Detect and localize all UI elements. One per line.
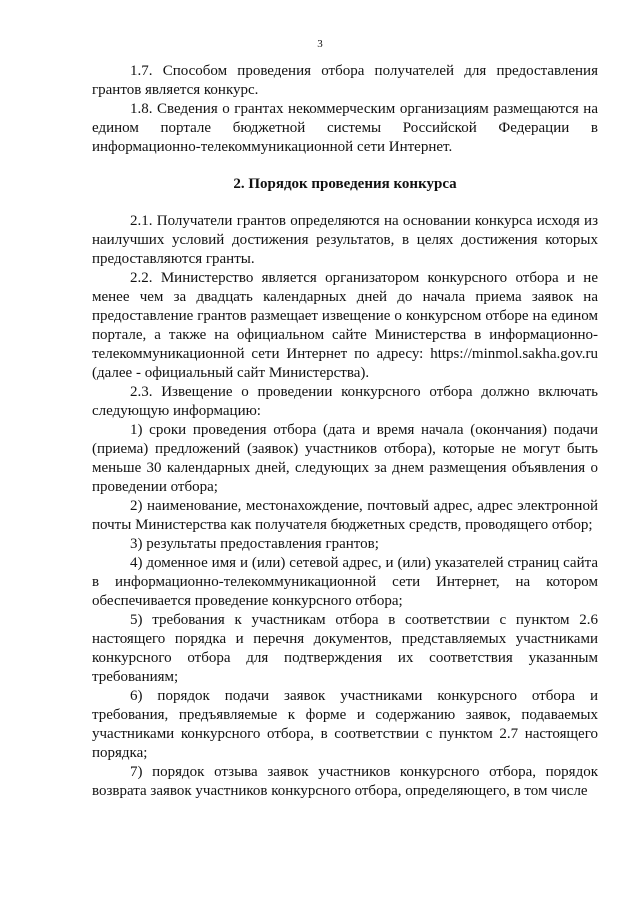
paragraph-2-1: 2.1. Получатели грантов определяются на основании конкурса исходя из наилучших условий достижения результатов, в целях достижения которых предоставляются гранты. bbox=[92, 213, 598, 267]
list-item-2: 2) наименование, местонахождение, почтовый адрес, адрес электронной почты Министерства как получателя бюджетных средств, проводящего отбор; bbox=[92, 498, 598, 533]
page-number: 3 bbox=[317, 38, 323, 50]
list-item-1: 1) сроки проведения отбора (дата и время начала (окончания) подачи (приема) предложений (заявок) участников отбора), которые не могут быть меньше 30 календарных дней, следующих за днем размещения объявления о проведении отбора; bbox=[92, 422, 598, 495]
paragraph-1-7: 1.7. Способом проведения отбора получателей для предоставления грантов является конкурс. bbox=[92, 63, 598, 98]
section-heading: 2. Порядок проведения конкурса bbox=[233, 176, 457, 192]
list-item-4: 4) доменное имя и (или) сетевой адрес, и (или) указателей страниц сайта в информационно-телекоммуникационной сети Интернет, на котором обеспечивается проведение конкурсного отбора; bbox=[92, 555, 598, 609]
list-item-6: 6) порядок подачи заявок участниками конкурсного отбора и требования, предъявляемые к форме и содержанию заявок, подаваемых участниками конкурсного отбора, в соответствии с пунктом 2.7 настоящего порядка; bbox=[92, 688, 598, 761]
list-item-5: 5) требования к участникам отбора в соответствии с пунктом 2.6 настоящего порядка и перечня документов, представляемых участниками конкурсного отбора для подтверждения их соответствия указанным требованиям; bbox=[92, 612, 598, 685]
document-body bbox=[92, 62, 598, 801]
paragraph-2-2: 2.2. Министерство является организатором конкурсного отбора и не менее чем за двадцать календарных дней до начала приема заявок на предоставление грантов размещает извещение о конкурсном отборе на едином портале, а также на официальном сайте Министерства в информационно-телекоммуникационной сети Интернет по адресу: https://minmol.sakha.gov.ru (далее - официальный сайт Министерства). bbox=[92, 270, 598, 381]
list-item-3: 3) результаты предоставления грантов; bbox=[130, 536, 379, 552]
list-item-7: 7) порядок отзыва заявок участников конкурсного отбора, порядок возврата заявок участников конкурсного отбора, определяющего, в том числе bbox=[92, 764, 598, 799]
paragraph-1-8: 1.8. Сведения о грантах некоммерческим организациям размещаются на едином портале бюджетной системы Российской Федерации в информационно-телекоммуникационной сети Интернет. bbox=[92, 101, 598, 155]
paragraph-2-3: 2.3. Извещение о проведении конкурсного отбора должно включать следующую информацию: bbox=[92, 384, 598, 419]
